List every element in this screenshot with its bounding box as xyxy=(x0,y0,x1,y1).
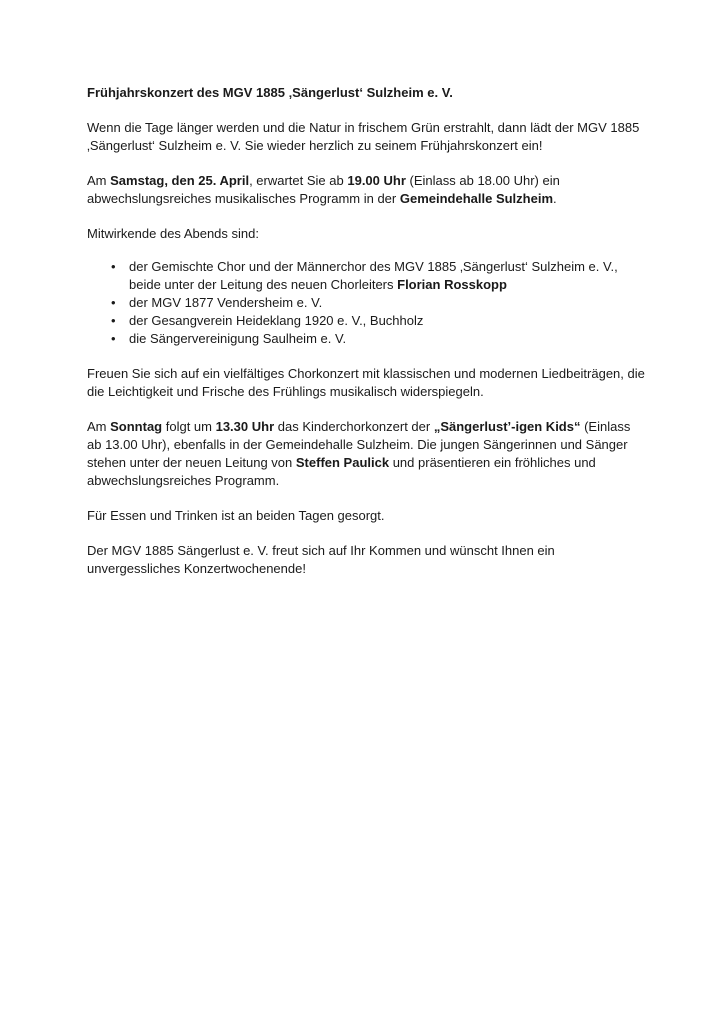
saturday-text-4: . xyxy=(553,191,557,206)
bullet-icon: • xyxy=(111,259,116,274)
list-item xyxy=(87,330,647,348)
saturday-text-3: (Einlass ab 18.00 Uhr) ein abwechslungsreiches musikalisches Programm in der xyxy=(87,173,560,206)
sunday-text-1: Am xyxy=(87,419,111,434)
intro-paragraph: Wenn die Tage länger werden und die Natur in frischem Grün erstrahlt, dann lädt der MGV 1885 ‚Sängerlust‘ Sulzheim e. V. Sie wieder herzlich zu seinem Frühjahrskonzert ein! xyxy=(87,120,640,153)
saturday-paragraph xyxy=(87,172,647,208)
document-title: Frühjahrskonzert des MGV 1885 ‚Sängerlust‘ Sulzheim e. V. xyxy=(87,85,453,100)
bullet-icon: • xyxy=(111,313,116,328)
participants-heading: Mitwirkende des Abends sind: xyxy=(87,226,259,241)
catering-paragraph: Für Essen und Trinken ist an beiden Tagen gesorgt. xyxy=(87,508,385,523)
sunday-text-5: und präsentieren ein fröhliches und abwechslungsreiches Programm. xyxy=(87,455,596,488)
bullet-icon: • xyxy=(111,331,116,346)
participants-list xyxy=(87,258,647,348)
saturday-time: 19.00 Uhr xyxy=(347,173,406,188)
sunday-text-2: folgt um xyxy=(162,419,216,434)
saturday-venue: Gemeindehalle Sulzheim xyxy=(399,191,554,206)
saturday-date: Samstag, den 25. April xyxy=(110,173,250,188)
sunday-text-3: das Kinderchorkonzert der xyxy=(274,419,434,434)
participant-1-text: der Gemischte Chor und der Männerchor des MGV 1885 ‚Sängerlust‘ Sulzheim e. V., beide unter der Leitung des neuen Chorleiters xyxy=(129,259,618,292)
sunday-day: Sonntag xyxy=(110,419,163,434)
bullet-icon: • xyxy=(111,295,116,310)
choir-leader-name: Florian Rosskopp xyxy=(397,277,507,292)
sunday-time: 13.30 Uhr xyxy=(215,419,275,434)
concert-description-paragraph: Freuen Sie sich auf ein vielfältiges Chorkonzert mit klassischen und modernen Liedbeiträgen, die die Leichtigkeit und Frische des Frühlings musikalisch widerspiegeln. xyxy=(87,366,645,399)
closing-paragraph: Der MGV 1885 Sängerlust e. V. freut sich auf Ihr Kommen und wünscht Ihnen ein unvergessliches Konzertwochenende! xyxy=(87,543,555,576)
list-item xyxy=(87,258,647,294)
participant-3-text: der Gesangverein Heideklang 1920 e. V., Buchholz xyxy=(129,313,424,328)
list-item xyxy=(87,312,647,330)
saturday-text-2: , erwartet Sie ab xyxy=(249,173,348,188)
document-body xyxy=(87,84,647,595)
list-item xyxy=(87,294,647,312)
kids-choir-leader-name: Steffen Paulick xyxy=(295,455,390,470)
sunday-paragraph xyxy=(87,418,647,490)
kids-choir-name: „Sängerlust’-igen Kids“ xyxy=(433,419,581,434)
saturday-text-1: Am xyxy=(87,173,111,188)
sunday-text-4: (Einlass ab 13.00 Uhr), ebenfalls in der Gemeindehalle Sulzheim. Die jungen Sängerinnen und Sänger stehen unter der neuen Leitung von xyxy=(87,419,631,470)
participant-2-text: der MGV 1877 Vendersheim e. V. xyxy=(129,295,323,310)
participant-4-text: die Sängervereinigung Saulheim e. V. xyxy=(129,331,347,346)
